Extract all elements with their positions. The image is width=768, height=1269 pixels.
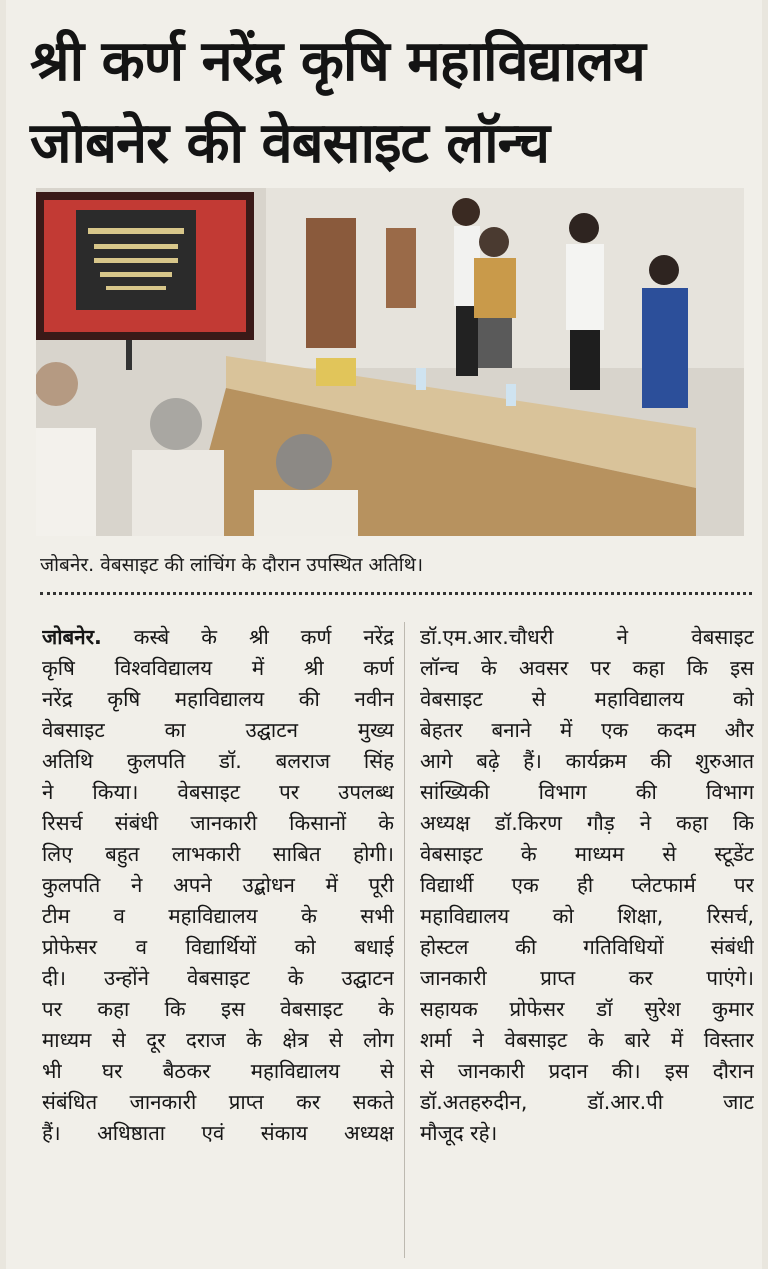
article-line: वेबसाइट का उद्घाटन मुख्य — [42, 718, 394, 742]
article-line: डॉ.एम.आर.चौधरी ने वेबसाइट — [420, 625, 754, 649]
headline-line-2: जोबनेर की वेबसाइट लॉन्च — [30, 111, 550, 176]
news-photo — [36, 188, 744, 536]
article-line: हैं। अधिष्ठाता एवं संकाय अध्यक्ष — [42, 1121, 394, 1145]
article-line: अध्यक्ष डॉ.किरण गौड़ ने कहा कि — [420, 811, 754, 835]
photo-event-website-launch-icon — [36, 188, 744, 536]
article-line: वेबसाइट से महाविद्यालय को — [420, 687, 754, 711]
newspaper-clipping — [6, 0, 762, 1269]
article-line: बेहतर बनाने में एक कदम और — [420, 718, 754, 742]
column-divider — [404, 622, 405, 1258]
article-line: विद्यार्थी एक ही प्लेटफार्म पर — [420, 873, 754, 897]
article-line: शर्मा ने वेबसाइट के बारे में विस्तार — [420, 1028, 754, 1052]
article-line: मौजूद रहे। — [420, 1121, 498, 1145]
article-line: कुलपति ने अपने उद्बोधन में पूरी — [42, 873, 394, 897]
article-line: पर कहा कि इस वेबसाइट के — [42, 997, 394, 1021]
article-line: से जानकारी प्रदान की। इस दौरान — [420, 1059, 754, 1083]
article-line: लिए बहुत लाभकारी साबित होगी। — [42, 842, 394, 866]
article-line: कृषि विश्वविद्यालय में श्री कर्ण — [42, 656, 394, 680]
article-line: टीम व महाविद्यालय के सभी — [42, 904, 394, 928]
article-line: अतिथि कुलपति डॉ. बलराज सिंह — [42, 749, 394, 773]
article-line: जोबनेर. कस्बे के श्री कर्ण नरेंद्र — [42, 625, 394, 649]
article-line: होस्टल की गतिविधियों संबंधी — [420, 935, 754, 959]
article-line: जानकारी प्राप्त कर पाएंगे। — [420, 966, 754, 990]
article-line: डॉ.अतहरुदीन, डॉ.आर.पी जाट — [420, 1090, 754, 1114]
article-line: भी घर बैठकर महाविद्यालय से — [42, 1059, 394, 1083]
dotted-divider — [40, 592, 752, 595]
article-line: आगे बढ़े हैं। कार्यक्रम की शुरुआत — [420, 749, 754, 773]
article-line: दी। उन्होंने वेबसाइट के उद्घाटन — [42, 966, 394, 990]
article-line: लॉन्च के अवसर पर कहा कि इस — [420, 656, 754, 680]
article-line: सांख्यिकी विभाग की विभाग — [420, 780, 754, 804]
article-line: नरेंद्र कृषि महाविद्यालय की नवीन — [42, 687, 394, 711]
photo-caption: जोबनेर. वेबसाइट की लांचिंग के दौरान उपस्थित अतिथि। — [40, 554, 424, 576]
article-line: सहायक प्रोफेसर डॉ सुरेश कुमार — [420, 997, 754, 1021]
article-column-right — [420, 622, 754, 1149]
article-line: माध्यम से दूर दराज के क्षेत्र से लोग — [42, 1028, 394, 1052]
article-line: रिसर्च संबंधी जानकारी किसानों के — [42, 811, 394, 835]
headline-line-1: श्री कर्ण नरेंद्र कृषि महाविद्यालय — [30, 29, 645, 94]
masthead-fragment — [206, 0, 506, 10]
article-line: वेबसाइट के माध्यम से स्टूडेंट — [420, 842, 754, 866]
article-line: महाविद्यालय को शिक्षा, रिसर्च, — [420, 904, 754, 928]
article-column-left — [42, 622, 394, 1149]
article-line: संबंधित जानकारी प्राप्त कर सकते — [42, 1090, 394, 1114]
article-line: प्रोफेसर व विद्यार्थियों को बधाई — [42, 935, 394, 959]
article-dateline: जोबनेर. — [42, 625, 102, 649]
article-line: ने किया। वेबसाइट पर उपलब्ध — [42, 780, 394, 804]
